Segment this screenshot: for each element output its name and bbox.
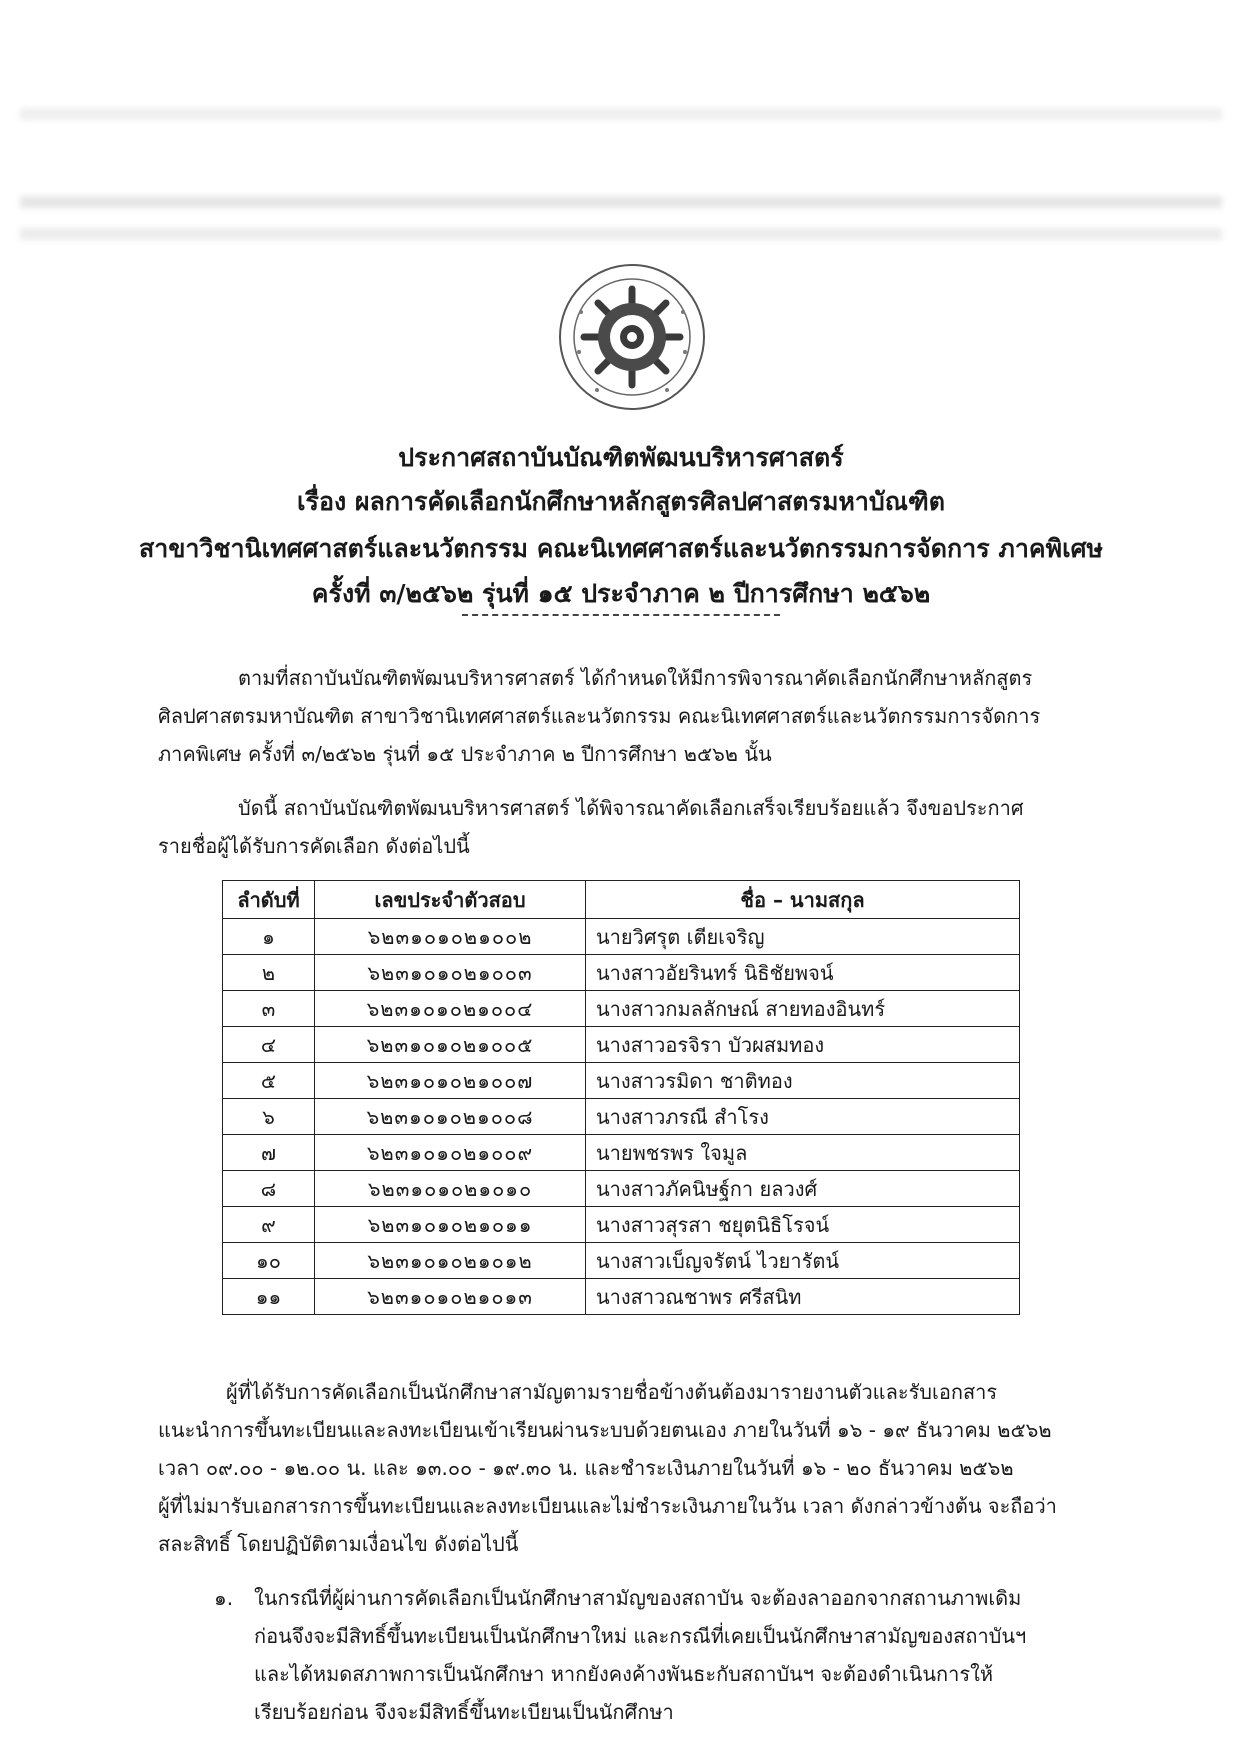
row-exam-id: ๖๒๓๑๐๑๐๒๑๐๑๓ <box>315 1279 586 1315</box>
row-order: ๔ <box>223 1027 315 1063</box>
table-header-row <box>223 881 1020 919</box>
table-row <box>223 1207 1020 1243</box>
row-exam-id: ๖๒๓๑๐๑๐๒๑๐๐๕ <box>315 1027 586 1063</box>
instructions-line-3: เวลา ๐๙.๐๐ - ๑๒.๐๐ น. และ ๑๓.๐๐ - ๑๙.๓๐ น. และชำระเงินภายในวันที่ ๑๖ - ๒๐ ธันวาคม ๒๕๖๒ <box>158 1456 1014 1480</box>
row-order: ๑๑ <box>223 1279 315 1315</box>
announce-line-2: รายชื่อผู้ได้รับการคัดเลือก ดังต่อไปนี้ <box>158 834 470 858</box>
row-exam-id: ๖๒๓๑๐๑๐๒๑๐๐๗ <box>315 1063 586 1099</box>
scan-bleed-through <box>20 108 1222 120</box>
table-row <box>223 1063 1020 1099</box>
instructions-line-1: ผู้ที่ได้รับการคัดเลือกเป็นนักศึกษาสามัญตามรายชื่อข้างต้นต้องมารายงานตัวและรับเอกสาร <box>226 1380 998 1404</box>
row-exam-id: ๖๒๓๑๐๑๐๒๑๐๑๒ <box>315 1243 586 1279</box>
intro-line-2: ศิลปศาสตรมหาบัณฑิต สาขาวิชานิเทศศาสตร์และนวัตกรรม คณะนิเทศศาสตร์และนวัตกรรมการจัดการ <box>158 704 1041 728</box>
condition-1-line-4: เรียบร้อยก่อน จึงจะมีสิทธิ์ขึ้นทะเบียนเป็นนักศึกษา <box>254 1700 674 1724</box>
table-row <box>223 919 1020 955</box>
heading-line-3: สาขาวิชานิเทศศาสตร์และนวัตกรรม คณะนิเทศศาสตร์และนวัตกรรมการจัดการ ภาคพิเศษ <box>139 534 1103 563</box>
row-full-name: นายวิศรุต เตียเจริญ <box>586 919 1020 955</box>
row-full-name: นางสาวอัยรินทร์ นิธิชัยพจน์ <box>586 955 1020 991</box>
row-order: ๕ <box>223 1063 315 1099</box>
row-exam-id: ๖๒๓๑๐๑๐๒๑๐๐๙ <box>315 1135 586 1171</box>
table-row <box>223 1171 1020 1207</box>
column-header-exam-id: เลขประจำตัวสอบ <box>315 881 586 919</box>
row-order: ๓ <box>223 991 315 1027</box>
row-exam-id: ๖๒๓๑๐๑๐๒๑๐๐๘ <box>315 1099 586 1135</box>
table-row <box>223 1135 1020 1171</box>
row-full-name: นางสาวเบ็ญจรัตน์ ไวยารัตน์ <box>586 1243 1020 1279</box>
intro-line-1: ตามที่สถาบันบัณฑิตพัฒนบริหารศาสตร์ ได้กำหนดให้มีการพิจารณาคัดเลือกนักศึกษาหลักสูตร <box>238 666 1033 690</box>
column-header-full-name: ชื่อ – นามสกุล <box>586 881 1020 919</box>
condition-1-number: ๑. <box>214 1586 234 1610</box>
row-order: ๗ <box>223 1135 315 1171</box>
row-exam-id: ๖๒๓๑๐๑๐๒๑๐๑๐ <box>315 1171 586 1207</box>
condition-1-line-2: ก่อนจึงจะมีสิทธิ์ขึ้นทะเบียนเป็นนักศึกษาใหม่ และกรณีที่เคยเป็นนักศึกษาสามัญของสถาบันฯ <box>254 1624 1027 1648</box>
instructions-line-5: สละสิทธิ์ โดยปฏิบัติตามเงื่อนไข ดังต่อไปนี้ <box>158 1532 519 1556</box>
row-order: ๙ <box>223 1207 315 1243</box>
row-order: ๖ <box>223 1099 315 1135</box>
heading-line-1: ประกาศสถาบันบัณฑิตพัฒนบริหารศาสตร์ <box>398 443 844 472</box>
table-row <box>223 1099 1020 1135</box>
scan-bleed-through <box>20 196 1222 208</box>
announce-line-1: บัดนี้ สถาบันบัณฑิตพัฒนบริหารศาสตร์ ได้พิจารณาคัดเลือกเสร็จเรียบร้อยแล้ว จึงขอประกาศ <box>238 796 1024 820</box>
row-full-name: นางสาวภัคนิษฐ์กา ยลวงศ์ <box>586 1171 1020 1207</box>
row-exam-id: ๖๒๓๑๐๑๐๒๑๐๐๔ <box>315 991 586 1027</box>
table-row <box>223 1243 1020 1279</box>
row-full-name: นายพชรพร ใจมูล <box>586 1135 1020 1171</box>
scan-bleed-through <box>20 228 1222 240</box>
institution-seal-logo <box>557 262 707 412</box>
heading-line-4: ครั้งที่ ๓/๒๕๖๒ รุ่นที่ ๑๕ ประจำภาค ๒ ปีการศึกษา ๒๕๖๒ <box>311 579 931 608</box>
row-full-name: นางสาวภรณี สำโรง <box>586 1099 1020 1135</box>
row-full-name: นางสาวณชาพร ศรีสนิท <box>586 1279 1020 1315</box>
intro-line-3: ภาคพิเศษ ครั้งที่ ๓/๒๕๖๒ รุ่นที่ ๑๕ ประจำภาค ๒ ปีการศึกษา ๒๕๖๒ นั้น <box>158 742 772 766</box>
instructions-line-2: แนะนำการขึ้นทะเบียนและลงทะเบียนเข้าเรียนผ่านระบบด้วยตนเอง ภายในวันที่ ๑๖ - ๑๙ ธันวาคม ๒๕๖๒ <box>158 1418 1052 1442</box>
row-exam-id: ๖๒๓๑๐๑๐๒๑๐๐๓ <box>315 955 586 991</box>
table-row <box>223 1027 1020 1063</box>
condition-1-line-1: ในกรณีที่ผู้ผ่านการคัดเลือกเป็นนักศึกษาสามัญของสถาบัน จะต้องลาออกจากสถานภาพเดิม <box>254 1586 1022 1610</box>
selected-students-table <box>222 880 1020 1315</box>
column-header-order: ลำดับที่ <box>223 881 315 919</box>
row-order: ๑ <box>223 919 315 955</box>
table-row <box>223 991 1020 1027</box>
row-full-name: นางสาวรมิดา ชาติทอง <box>586 1063 1020 1099</box>
row-exam-id: ๖๒๓๑๐๑๐๒๑๐๐๒ <box>315 919 586 955</box>
table-row <box>223 1279 1020 1315</box>
heading-line-2: เรื่อง ผลการคัดเลือกนักศึกษาหลักสูตรศิลปศาสตรมหาบัณฑิต <box>297 487 945 516</box>
table-row <box>223 955 1020 991</box>
heading-divider <box>462 614 780 616</box>
instructions-line-4: ผู้ที่ไม่มารับเอกสารการขึ้นทะเบียนและลงทะเบียนและไม่ชำระเงินภายในวัน เวลา ดังกล่าวข้างต้น จะถือว่า <box>158 1494 1057 1518</box>
row-order: ๒ <box>223 955 315 991</box>
row-full-name: นางสาวสุรสา ชยุตนิธิโรจน์ <box>586 1207 1020 1243</box>
row-full-name: นางสาวอรจิรา บัวผสมทอง <box>586 1027 1020 1063</box>
row-full-name: นางสาวกมลลักษณ์ สายทองอินทร์ <box>586 991 1020 1027</box>
row-order: ๑๐ <box>223 1243 315 1279</box>
condition-1-line-3: และได้หมดสภาพการเป็นนักศึกษา หากยังคงค้างพันธะกับสถาบันฯ จะต้องดำเนินการให้ <box>254 1662 994 1686</box>
row-order: ๘ <box>223 1171 315 1207</box>
row-exam-id: ๖๒๓๑๐๑๐๒๑๐๑๑ <box>315 1207 586 1243</box>
